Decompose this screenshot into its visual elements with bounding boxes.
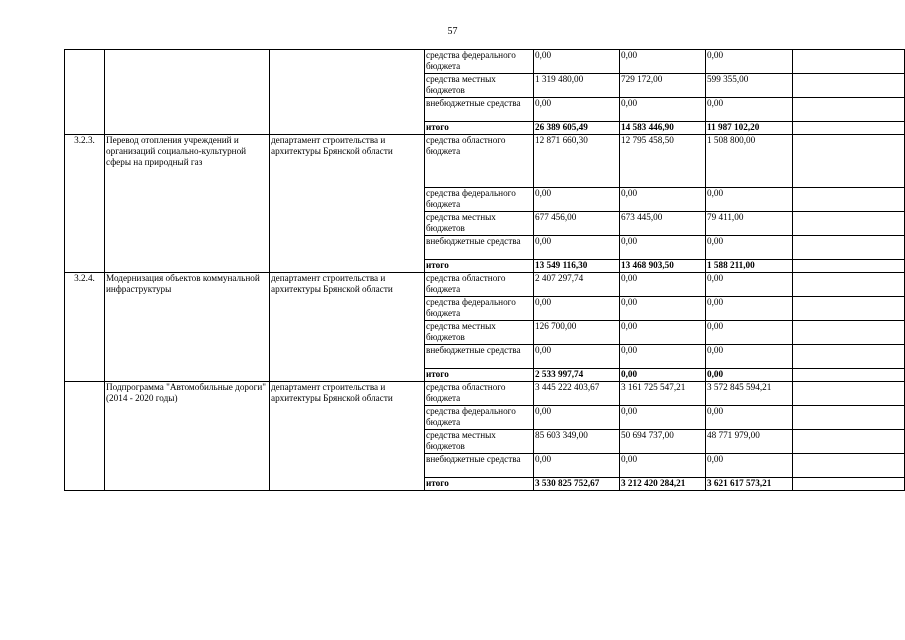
amount-year-2: 0,00 — [620, 321, 706, 345]
amount-year-3: 0,00 — [706, 369, 793, 382]
item-executor: департамент строительства и архитектуры Брянской области — [270, 382, 425, 491]
item-executor: департамент строительства и архитектуры Брянской области — [270, 135, 425, 273]
amount-year-2: 0,00 — [620, 454, 706, 478]
item-code — [65, 50, 105, 135]
amount-year-2: 3 212 420 284,21 — [620, 478, 706, 491]
amount-year-1: 0,00 — [534, 188, 620, 212]
amount-year-2: 12 795 458,50 — [620, 135, 706, 188]
amount-year-2: 0,00 — [620, 273, 706, 297]
amount-year-3: 0,00 — [706, 454, 793, 478]
amount-year-1: 0,00 — [534, 236, 620, 260]
item-executor — [270, 50, 425, 135]
funding-source: внебюджетные средства — [425, 236, 534, 260]
amount-year-3: 599 355,00 — [706, 74, 793, 98]
amount-year-2: 14 583 446,90 — [620, 122, 706, 135]
amount-year-1: 0,00 — [534, 297, 620, 321]
item-code: 3.2.3. — [65, 135, 105, 273]
amount-year-1: 0,00 — [534, 406, 620, 430]
amount-year-1: 2 407 297,74 — [534, 273, 620, 297]
amount-year-3: 0,00 — [706, 188, 793, 212]
empty-cell — [793, 382, 905, 406]
funding-source: средства местных бюджетов — [425, 74, 534, 98]
empty-cell — [793, 297, 905, 321]
amount-year-2: 729 172,00 — [620, 74, 706, 98]
amount-year-1: 2 533 997,74 — [534, 369, 620, 382]
amount-year-3: 0,00 — [706, 273, 793, 297]
amount-year-3: 79 411,00 — [706, 212, 793, 236]
amount-year-1: 26 389 605,49 — [534, 122, 620, 135]
amount-year-3: 0,00 — [706, 236, 793, 260]
funding-source: итого — [425, 122, 534, 135]
amount-year-1: 12 871 660,30 — [534, 135, 620, 188]
amount-year-2: 13 468 903,50 — [620, 260, 706, 273]
funding-source: средства областного бюджета — [425, 135, 534, 188]
funding-source: средства областного бюджета — [425, 382, 534, 406]
amount-year-1: 0,00 — [534, 98, 620, 122]
amount-year-1: 0,00 — [534, 345, 620, 369]
item-name — [105, 50, 270, 135]
amount-year-2: 0,00 — [620, 50, 706, 74]
item-name: Перевод отопления учреждений и организаций социально-культурной сферы на природный газ — [105, 135, 270, 273]
funding-source: внебюджетные средства — [425, 345, 534, 369]
empty-cell — [793, 188, 905, 212]
empty-cell — [793, 454, 905, 478]
amount-year-1: 1 319 480,00 — [534, 74, 620, 98]
amount-year-3: 0,00 — [706, 98, 793, 122]
empty-cell — [793, 212, 905, 236]
amount-year-3: 0,00 — [706, 406, 793, 430]
amount-year-3: 0,00 — [706, 297, 793, 321]
funding-source: внебюджетные средства — [425, 98, 534, 122]
table-row — [65, 382, 905, 406]
funding-source: итого — [425, 260, 534, 273]
empty-cell — [793, 135, 905, 188]
amount-year-3: 3 621 617 573,21 — [706, 478, 793, 491]
amount-year-1: 0,00 — [534, 454, 620, 478]
amount-year-2: 0,00 — [620, 345, 706, 369]
amount-year-1: 85 603 349,00 — [534, 430, 620, 454]
amount-year-3: 0,00 — [706, 321, 793, 345]
amount-year-3: 48 771 979,00 — [706, 430, 793, 454]
amount-year-1: 13 549 116,30 — [534, 260, 620, 273]
empty-cell — [793, 98, 905, 122]
empty-cell — [793, 369, 905, 382]
amount-year-2: 0,00 — [620, 98, 706, 122]
empty-cell — [793, 260, 905, 273]
empty-cell — [793, 345, 905, 369]
amount-year-2: 0,00 — [620, 188, 706, 212]
amount-year-2: 0,00 — [620, 369, 706, 382]
empty-cell — [793, 122, 905, 135]
amount-year-2: 0,00 — [620, 297, 706, 321]
amount-year-2: 673 445,00 — [620, 212, 706, 236]
amount-year-2: 0,00 — [620, 236, 706, 260]
amount-year-3: 3 572 845 594,21 — [706, 382, 793, 406]
funding-source: средства федерального бюджета — [425, 188, 534, 212]
funding-source: итого — [425, 478, 534, 491]
amount-year-3: 11 987 102,20 — [706, 122, 793, 135]
item-name: Модернизация объектов коммунальной инфраструктуры — [105, 273, 270, 382]
funding-source: итого — [425, 369, 534, 382]
funding-source: средства местных бюджетов — [425, 321, 534, 345]
item-name: Подпрограмма "Автомобильные дороги" (2014 - 2020 годы) — [105, 382, 270, 491]
item-executor: департамент строительства и архитектуры Брянской области — [270, 273, 425, 382]
table-row — [65, 50, 905, 74]
table-row — [65, 273, 905, 297]
amount-year-1: 0,00 — [534, 50, 620, 74]
amount-year-3: 1 588 211,00 — [706, 260, 793, 273]
amount-year-1: 126 700,00 — [534, 321, 620, 345]
amount-year-1: 3 530 825 752,67 — [534, 478, 620, 491]
funding-source: средства областного бюджета — [425, 273, 534, 297]
amount-year-2: 3 161 725 547,21 — [620, 382, 706, 406]
amount-year-2: 50 694 737,00 — [620, 430, 706, 454]
funding-source: средства местных бюджетов — [425, 212, 534, 236]
funding-source: средства местных бюджетов — [425, 430, 534, 454]
funding-source: средства федерального бюджета — [425, 297, 534, 321]
item-code — [65, 382, 105, 491]
budget-table — [64, 49, 905, 491]
empty-cell — [793, 74, 905, 98]
empty-cell — [793, 321, 905, 345]
empty-cell — [793, 236, 905, 260]
amount-year-1: 3 445 222 403,67 — [534, 382, 620, 406]
empty-cell — [793, 430, 905, 454]
funding-source: средства федерального бюджета — [425, 406, 534, 430]
page-number: 57 — [447, 26, 458, 37]
amount-year-3: 1 508 800,00 — [706, 135, 793, 188]
amount-year-2: 0,00 — [620, 406, 706, 430]
funding-source: средства федерального бюджета — [425, 50, 534, 74]
funding-source: внебюджетные средства — [425, 454, 534, 478]
empty-cell — [793, 478, 905, 491]
empty-cell — [793, 50, 905, 74]
table-row — [65, 135, 905, 188]
amount-year-3: 0,00 — [706, 345, 793, 369]
empty-cell — [793, 406, 905, 430]
item-code: 3.2.4. — [65, 273, 105, 382]
amount-year-3: 0,00 — [706, 50, 793, 74]
empty-cell — [793, 273, 905, 297]
amount-year-1: 677 456,00 — [534, 212, 620, 236]
